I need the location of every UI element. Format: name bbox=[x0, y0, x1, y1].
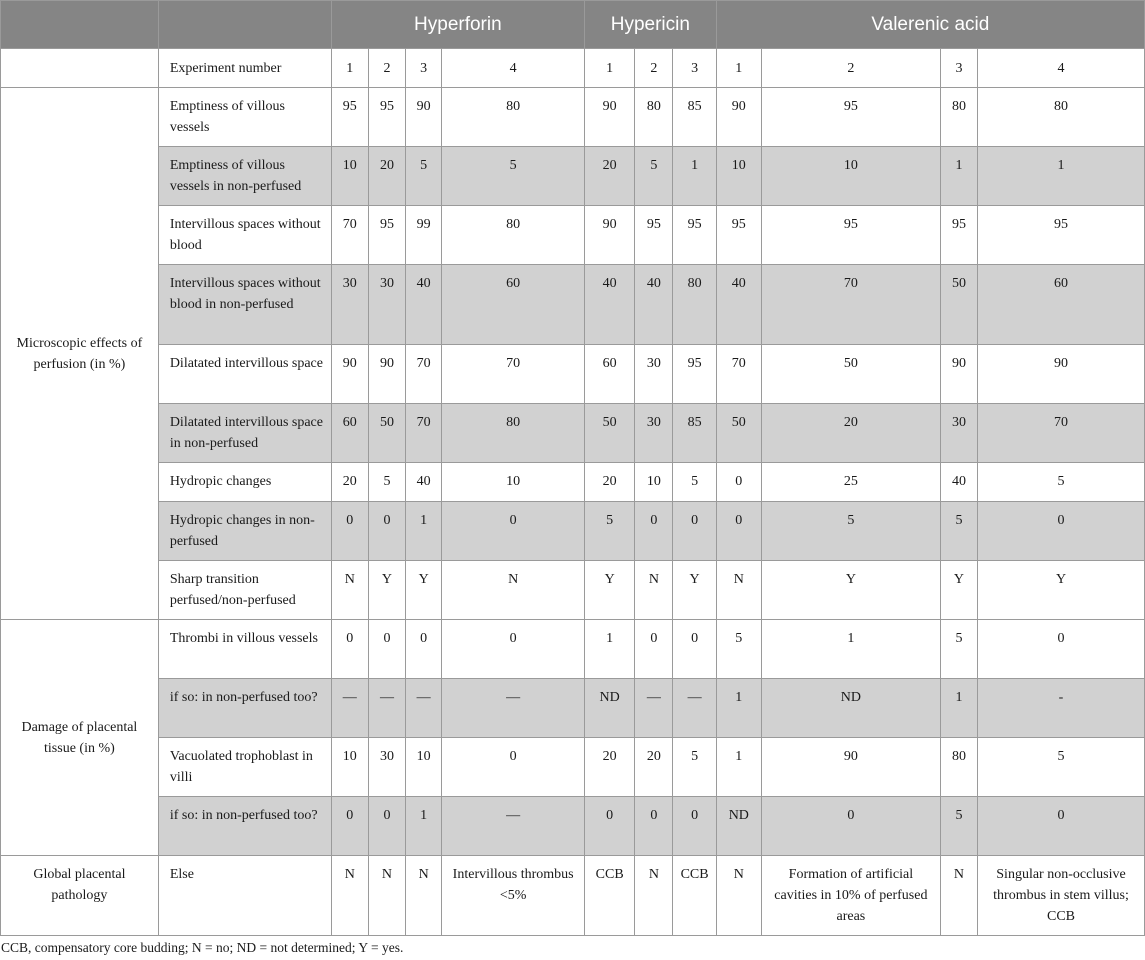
table-cell: 70 bbox=[978, 404, 1145, 463]
table-cell: 0 bbox=[635, 620, 673, 679]
table-cell: 50 bbox=[940, 265, 977, 345]
group-header-valerenic-acid: Valerenic acid bbox=[716, 1, 1144, 49]
table-cell: 1 bbox=[940, 679, 977, 738]
table-cell: 0 bbox=[635, 797, 673, 856]
table-cell: 1 bbox=[406, 502, 442, 561]
table-cell: Y bbox=[940, 561, 977, 620]
experiment-number-row bbox=[1, 49, 1145, 88]
table-cell: 70 bbox=[406, 404, 442, 463]
table-cell: ND bbox=[716, 797, 761, 856]
table-cell: 1 bbox=[940, 147, 977, 206]
table-cell: 5 bbox=[940, 502, 977, 561]
table-cell: 85 bbox=[673, 88, 716, 147]
table-cell: 20 bbox=[635, 738, 673, 797]
row-label: if so: in non-perfused too? bbox=[158, 797, 331, 856]
table-cell: 1 bbox=[978, 147, 1145, 206]
table-cell: — bbox=[635, 679, 673, 738]
experiment-number: 4 bbox=[442, 49, 585, 88]
table-cell: 5 bbox=[406, 147, 442, 206]
table-cell: 1 bbox=[716, 679, 761, 738]
table-cell: 0 bbox=[673, 620, 716, 679]
table-cell: 5 bbox=[673, 463, 716, 502]
experiment-number: 1 bbox=[331, 49, 368, 88]
row-label: Dilatated intervillous space in non-perfused bbox=[158, 404, 331, 463]
table-cell: Y bbox=[673, 561, 716, 620]
table-cell: — bbox=[406, 679, 442, 738]
table-cell: 25 bbox=[761, 463, 940, 502]
table-cell: 90 bbox=[585, 206, 635, 265]
table-cell: 95 bbox=[673, 345, 716, 404]
row-label: Thrombi in villous vessels bbox=[158, 620, 331, 679]
table-cell: N bbox=[716, 561, 761, 620]
table-cell: Y bbox=[406, 561, 442, 620]
table-row bbox=[1, 265, 1145, 345]
row-label: Intervillous spaces without blood in non-perfused bbox=[158, 265, 331, 345]
table-cell: 90 bbox=[406, 88, 442, 147]
table-cell: 80 bbox=[442, 404, 585, 463]
table-cell: 60 bbox=[978, 265, 1145, 345]
table-row bbox=[1, 345, 1145, 404]
table-row bbox=[1, 404, 1145, 463]
table-cell: 20 bbox=[331, 463, 368, 502]
table-cell: 1 bbox=[761, 620, 940, 679]
table-cell: 90 bbox=[940, 345, 977, 404]
table-cell: 95 bbox=[761, 206, 940, 265]
table-row bbox=[1, 797, 1145, 856]
table-cell: 0 bbox=[761, 797, 940, 856]
table-cell: 60 bbox=[442, 265, 585, 345]
table-cell: 10 bbox=[406, 738, 442, 797]
table-cell: 40 bbox=[940, 463, 977, 502]
row-label: Intervillous spaces without blood bbox=[158, 206, 331, 265]
table-cell: 5 bbox=[940, 797, 977, 856]
table-cell: 80 bbox=[442, 88, 585, 147]
table-cell: N bbox=[368, 856, 405, 936]
row-label: Emptiness of villous vessels in non-perfused bbox=[158, 147, 331, 206]
table-cell: 0 bbox=[978, 797, 1145, 856]
table-row bbox=[1, 738, 1145, 797]
experiment-number: 1 bbox=[716, 49, 761, 88]
header-empty-cell bbox=[1, 1, 159, 49]
table-cell: 20 bbox=[585, 147, 635, 206]
table-cell: 95 bbox=[978, 206, 1145, 265]
table-cell: 40 bbox=[585, 265, 635, 345]
table-cell: 50 bbox=[716, 404, 761, 463]
table-cell: 0 bbox=[442, 620, 585, 679]
experiment-number: 3 bbox=[940, 49, 977, 88]
table-cell: 0 bbox=[716, 463, 761, 502]
table-cell: — bbox=[673, 679, 716, 738]
section-label-global: Global placental pathology bbox=[1, 856, 159, 936]
table-cell: CCB bbox=[673, 856, 716, 936]
table-cell: 60 bbox=[585, 345, 635, 404]
table-cell: 30 bbox=[940, 404, 977, 463]
table-cell: 0 bbox=[368, 502, 405, 561]
header-empty-cell bbox=[158, 1, 331, 49]
table-cell: ND bbox=[585, 679, 635, 738]
table-cell: 95 bbox=[368, 88, 405, 147]
table-cell: 0 bbox=[978, 620, 1145, 679]
table-cell: 99 bbox=[406, 206, 442, 265]
table-cell: 0 bbox=[635, 502, 673, 561]
table-cell: 5 bbox=[716, 620, 761, 679]
row-label: Else bbox=[158, 856, 331, 936]
table-cell: 1 bbox=[673, 147, 716, 206]
experiment-number: 2 bbox=[635, 49, 673, 88]
table-cell: N bbox=[331, 856, 368, 936]
table-row bbox=[1, 679, 1145, 738]
table-cell: 50 bbox=[585, 404, 635, 463]
table-cell: 10 bbox=[331, 147, 368, 206]
table-cell: 30 bbox=[331, 265, 368, 345]
table-cell: N bbox=[635, 856, 673, 936]
experiment-number-label: Experiment number bbox=[158, 49, 331, 88]
table-cell: — bbox=[331, 679, 368, 738]
table-cell: 90 bbox=[585, 88, 635, 147]
table-cell: 95 bbox=[368, 206, 405, 265]
row-label: Vacuolated trophoblast in villi bbox=[158, 738, 331, 797]
table-cell: Formation of artificial cavities in 10% of perfused areas bbox=[761, 856, 940, 936]
table-cell: 0 bbox=[442, 738, 585, 797]
table-cell: - bbox=[978, 679, 1145, 738]
table-row bbox=[1, 88, 1145, 147]
table-cell: 95 bbox=[331, 88, 368, 147]
experiment-number: 4 bbox=[978, 49, 1145, 88]
table-cell: 1 bbox=[716, 738, 761, 797]
table-cell: 5 bbox=[978, 463, 1145, 502]
section-label-microscopic: Microscopic effects of perfusion (in %) bbox=[1, 88, 159, 620]
table-cell: 30 bbox=[368, 265, 405, 345]
table-cell: 20 bbox=[585, 463, 635, 502]
table-cell: Y bbox=[761, 561, 940, 620]
table-cell: 5 bbox=[673, 738, 716, 797]
table-cell: 90 bbox=[716, 88, 761, 147]
table-cell: 80 bbox=[940, 738, 977, 797]
table-cell: 80 bbox=[442, 206, 585, 265]
table-cell: 20 bbox=[368, 147, 405, 206]
table-cell: N bbox=[442, 561, 585, 620]
table-row bbox=[1, 856, 1145, 936]
table-cell: 50 bbox=[368, 404, 405, 463]
table-cell: N bbox=[940, 856, 977, 936]
table-cell: 5 bbox=[368, 463, 405, 502]
experiment-number: 1 bbox=[585, 49, 635, 88]
table-cell: N bbox=[635, 561, 673, 620]
table-cell: CCB bbox=[585, 856, 635, 936]
table-cell: 90 bbox=[368, 345, 405, 404]
table-cell: 20 bbox=[761, 404, 940, 463]
table-cell: 95 bbox=[635, 206, 673, 265]
table-cell: 0 bbox=[442, 502, 585, 561]
table-cell: 5 bbox=[978, 738, 1145, 797]
table-cell: 40 bbox=[716, 265, 761, 345]
group-header-hyperforin: Hyperforin bbox=[331, 1, 584, 49]
experiment-number: 3 bbox=[673, 49, 716, 88]
table-cell: N bbox=[406, 856, 442, 936]
table-cell: Y bbox=[368, 561, 405, 620]
table-cell: 10 bbox=[635, 463, 673, 502]
empty-cell bbox=[1, 49, 159, 88]
table-cell: 80 bbox=[940, 88, 977, 147]
table-cell: 70 bbox=[761, 265, 940, 345]
table-row bbox=[1, 147, 1145, 206]
table-cell: 5 bbox=[761, 502, 940, 561]
table-cell: Y bbox=[585, 561, 635, 620]
group-header-hypericin: Hypericin bbox=[585, 1, 717, 49]
table-cell: — bbox=[442, 679, 585, 738]
table-cell: 70 bbox=[331, 206, 368, 265]
table-cell: 0 bbox=[331, 620, 368, 679]
table-cell: 70 bbox=[442, 345, 585, 404]
table-cell: Y bbox=[978, 561, 1145, 620]
table-cell: 70 bbox=[406, 345, 442, 404]
table-cell: 5 bbox=[442, 147, 585, 206]
table-cell: 10 bbox=[331, 738, 368, 797]
row-label: Hydropic changes in non-perfused bbox=[158, 502, 331, 561]
table-cell: 40 bbox=[406, 265, 442, 345]
experiment-number: 3 bbox=[406, 49, 442, 88]
table-cell: 70 bbox=[716, 345, 761, 404]
table-cell: 95 bbox=[940, 206, 977, 265]
table-cell: 30 bbox=[368, 738, 405, 797]
row-label: Emptiness of villous vessels bbox=[158, 88, 331, 147]
table-cell: 10 bbox=[442, 463, 585, 502]
table-cell: 0 bbox=[368, 620, 405, 679]
table-cell: 10 bbox=[761, 147, 940, 206]
table-cell: N bbox=[331, 561, 368, 620]
table-row bbox=[1, 463, 1145, 502]
table-cell: 90 bbox=[331, 345, 368, 404]
table-footnote: CCB, compensatory core budding; N = no; ND = not determined; Y = yes. bbox=[1, 940, 404, 955]
table-cell: Singular non-occlusive thrombus in stem villus; CCB bbox=[978, 856, 1145, 936]
table-cell: N bbox=[716, 856, 761, 936]
row-label: Sharp transition perfused/non-perfused bbox=[158, 561, 331, 620]
table-cell: 5 bbox=[585, 502, 635, 561]
table-cell: 0 bbox=[978, 502, 1145, 561]
table-cell: Intervillous thrombus <5% bbox=[442, 856, 585, 936]
table-cell: 20 bbox=[585, 738, 635, 797]
table-cell: 90 bbox=[978, 345, 1145, 404]
table-cell: 0 bbox=[331, 797, 368, 856]
table-cell: ND bbox=[761, 679, 940, 738]
table-cell: 0 bbox=[716, 502, 761, 561]
table-cell: 85 bbox=[673, 404, 716, 463]
table-cell: 80 bbox=[673, 265, 716, 345]
row-label: Hydropic changes bbox=[158, 463, 331, 502]
table-cell: 40 bbox=[635, 265, 673, 345]
table-cell: 60 bbox=[331, 404, 368, 463]
experiment-number: 2 bbox=[761, 49, 940, 88]
table-cell: 50 bbox=[761, 345, 940, 404]
group-header-row bbox=[1, 1, 1145, 49]
table-cell: 40 bbox=[406, 463, 442, 502]
table-cell: 10 bbox=[716, 147, 761, 206]
table-cell: 1 bbox=[585, 620, 635, 679]
table-cell: — bbox=[368, 679, 405, 738]
table-row bbox=[1, 561, 1145, 620]
table-cell: 0 bbox=[585, 797, 635, 856]
table-row bbox=[1, 620, 1145, 679]
table-cell: 0 bbox=[406, 620, 442, 679]
row-label: Dilatated intervillous space bbox=[158, 345, 331, 404]
table-row bbox=[1, 502, 1145, 561]
table-cell: 80 bbox=[978, 88, 1145, 147]
table-cell: 30 bbox=[635, 404, 673, 463]
table-cell: 0 bbox=[368, 797, 405, 856]
table-cell: 95 bbox=[761, 88, 940, 147]
table-cell: 95 bbox=[673, 206, 716, 265]
section-label-damage: Damage of placental tissue (in %) bbox=[1, 620, 159, 856]
table-cell: 30 bbox=[635, 345, 673, 404]
table-cell: 95 bbox=[716, 206, 761, 265]
table-cell: — bbox=[442, 797, 585, 856]
table-cell: 1 bbox=[406, 797, 442, 856]
table-cell: 90 bbox=[761, 738, 940, 797]
row-label: if so: in non-perfused too? bbox=[158, 679, 331, 738]
table-cell: 0 bbox=[673, 502, 716, 561]
table-row bbox=[1, 206, 1145, 265]
table-cell: 0 bbox=[331, 502, 368, 561]
table-cell: 0 bbox=[673, 797, 716, 856]
table-cell: 5 bbox=[635, 147, 673, 206]
table-cell: 80 bbox=[635, 88, 673, 147]
experiment-number: 2 bbox=[368, 49, 405, 88]
table-cell: 5 bbox=[940, 620, 977, 679]
